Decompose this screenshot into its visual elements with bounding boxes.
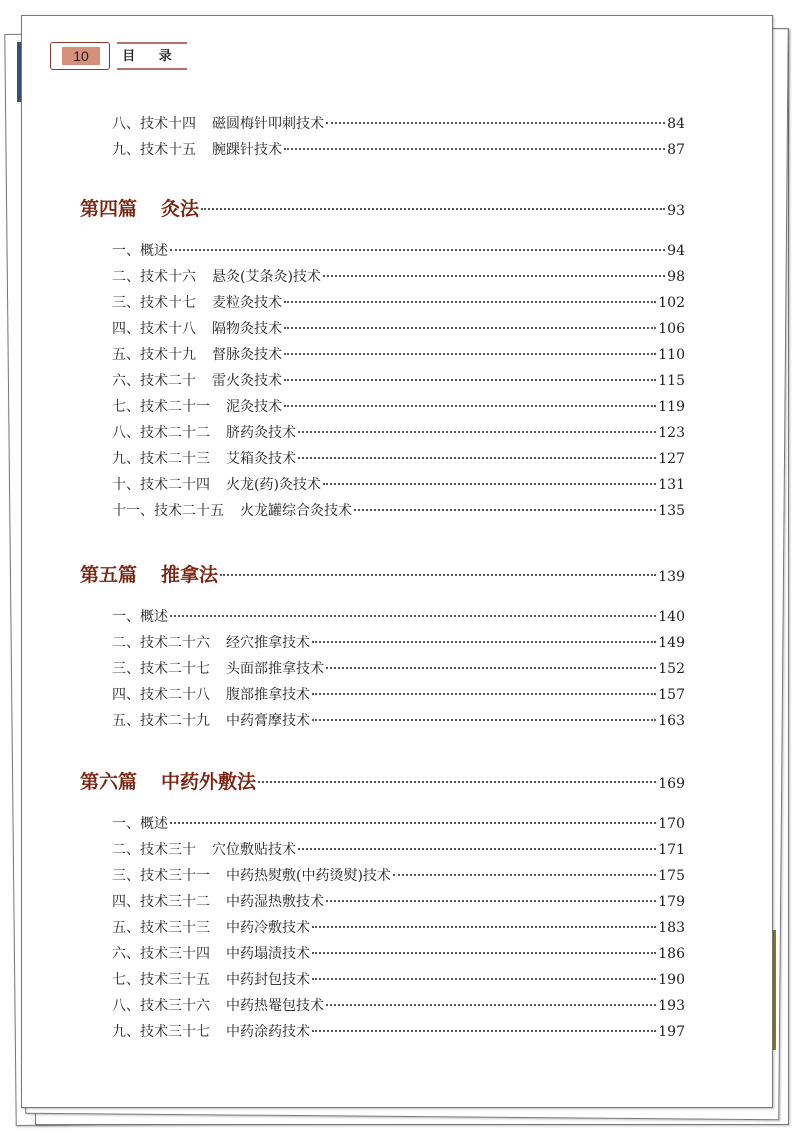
toc-entry[interactable] [112,658,685,684]
entry-title: 穴位敷贴技术 [212,842,296,858]
entry-number: 四、技术二十八 [112,687,210,703]
page-ref: 93 [667,203,685,219]
toc-entry[interactable] [112,710,685,736]
page-ref: 163 [658,713,685,729]
entry-number: 七、技术三十五 [112,972,210,988]
dot-leader [201,208,665,210]
toc-entry[interactable] [112,292,685,318]
page-ref: 123 [658,425,685,441]
entry-number: 二、技术十六 [112,269,196,285]
entry-number: 五、技术二十九 [112,713,210,729]
entry-number: 九、技术二十三 [112,451,210,467]
entry-number: 十、技术二十四 [112,477,210,493]
page-ref: 169 [658,776,685,792]
entry-number: 三、技术三十一 [112,868,210,884]
part-title: 推拿法 [161,564,219,586]
toc-entry[interactable] [112,344,685,370]
dot-leader [284,148,665,150]
dot-leader [258,781,656,783]
toc-entry[interactable] [112,370,685,396]
toc-entry[interactable] [112,422,685,448]
page-ref: 183 [658,920,685,936]
dot-leader [170,615,656,617]
entry-number: 七、技术二十一 [112,399,210,415]
dot-leader [326,1004,656,1006]
entry-title: 中药封包技术 [226,972,310,988]
toc-entry[interactable] [112,969,685,995]
page-ref: 94 [667,243,685,259]
entry-number: 五、技术十九 [112,347,196,363]
page-ref: 127 [658,451,685,467]
entry-title: 雷火灸技术 [212,373,282,389]
entry-title: 火龙(药)灸技术 [226,477,321,493]
toc-section [80,113,685,165]
dot-leader [326,900,656,902]
toc-entry[interactable] [112,396,685,422]
toc-section [80,767,685,1047]
dot-leader [170,249,665,251]
entry-number: 八、技术二十二 [112,425,210,441]
toc-entry[interactable] [112,139,685,165]
page-ref: 149 [658,635,685,651]
entry-title: 督脉灸技术 [212,347,282,363]
toc-entry[interactable] [112,632,685,658]
page-ref: 193 [658,998,685,1014]
entry-title: 悬灸(艾条灸)技术 [212,269,321,285]
entry-title: 中药热罨包技术 [226,998,324,1014]
dot-leader [326,122,665,124]
entry-number: 九、技术三十七 [112,1024,210,1040]
entry-title: 中药膏摩技术 [226,713,310,729]
page-ref: 131 [658,477,685,493]
dot-leader [312,926,656,928]
entry-title: 中药塌渍技术 [226,946,310,962]
page-ref: 140 [658,609,685,625]
dot-leader [298,431,656,433]
page-ref: 102 [658,295,685,311]
part-label: 第四篇 [80,198,138,220]
entry-title: 腹部推拿技术 [226,687,310,703]
dot-leader [323,275,665,277]
entry-title: 麦粒灸技术 [212,295,282,311]
part-title: 中药外敷法 [161,771,257,793]
part-title: 灸法 [161,198,200,220]
entry-title: 火龙罐综合灸技术 [240,503,352,519]
dot-leader [284,405,656,407]
entry-title: 磁圆梅针叩刺技术 [212,116,324,132]
entry-number: 二、技术三十 [112,842,196,858]
page-ref: 186 [658,946,685,962]
page-number-badge [50,42,110,70]
page-ref: 106 [658,321,685,337]
toc-entry[interactable] [112,943,685,969]
toc-entry[interactable] [112,318,685,344]
page-ref: 98 [667,269,685,285]
page-ref: 171 [658,842,685,858]
dot-leader [284,327,656,329]
dot-leader [312,1030,656,1032]
entry-number: 五、技术三十三 [112,920,210,936]
entry-number: 三、技术二十七 [112,661,210,677]
part-label: 第五篇 [80,564,138,586]
page-ref: 197 [658,1024,685,1040]
entry-title: 中药冷敷技术 [226,920,310,936]
dot-leader [312,693,656,695]
entry-title: 经穴推拿技术 [226,635,310,651]
dot-leader [312,978,656,980]
entry-number: 一、概述 [112,243,168,259]
page-number: 10 [62,47,100,65]
entry-title: 头面部推拿技术 [226,661,324,677]
entry-title: 中药湿热敷技术 [226,894,324,910]
toc-entry[interactable] [112,113,685,139]
dot-leader [312,719,656,721]
dot-leader [312,952,656,954]
running-title: 目 录 [117,42,187,70]
entry-number: 六、技术三十四 [112,946,210,962]
entry-title: 隔物灸技术 [212,321,282,337]
toc-entry[interactable] [112,839,685,865]
entry-number: 六、技术二十 [112,373,196,389]
entry-number: 十一、技术二十五 [112,503,224,519]
entry-title: 脐药灸技术 [226,425,296,441]
entry-title: 泥灸技术 [226,399,282,415]
page-ref: 152 [658,661,685,677]
toc-entry[interactable] [112,891,685,917]
dot-leader [323,483,656,485]
page-ref: 84 [667,116,685,132]
part-heading[interactable] [80,560,685,590]
page-ref: 115 [658,373,685,389]
toc-entry[interactable] [112,266,685,292]
toc-section [80,194,685,526]
toc-entry[interactable] [112,240,685,266]
entry-number: 四、技术三十二 [112,894,210,910]
entry-number: 四、技术十八 [112,321,196,337]
toc-entry[interactable] [112,995,685,1021]
page-ref: 119 [658,399,685,415]
toc-entry[interactable] [112,865,685,891]
entry-number: 八、技术三十六 [112,998,210,1014]
entry-number: 三、技术十七 [112,295,196,311]
part-heading[interactable] [80,767,685,797]
part-heading[interactable] [80,194,685,224]
dot-leader [312,641,656,643]
entry-title: 艾箱灸技术 [226,451,296,467]
toc-entry[interactable] [112,684,685,710]
page-ref: 139 [658,569,685,585]
toc-section [80,560,685,736]
dot-leader [284,301,656,303]
entry-title: 腕踝针技术 [212,142,282,158]
part-label: 第六篇 [80,771,138,793]
dot-leader [393,874,656,876]
page-ref: 157 [658,687,685,703]
dot-leader [284,379,656,381]
page-ref: 179 [658,894,685,910]
page-ref: 87 [667,142,685,158]
toc-entry[interactable] [112,474,685,500]
entry-number: 一、概述 [112,816,168,832]
entry-title: 中药涂药技术 [226,1024,310,1040]
entry-number: 一、概述 [112,609,168,625]
dot-leader [284,353,656,355]
entry-title: 中药热熨敷(中药烫熨)技术 [226,868,391,884]
toc-entry[interactable] [112,813,685,839]
toc-entry[interactable] [112,606,685,632]
dot-leader [354,509,656,511]
dot-leader [298,457,656,459]
entry-number: 八、技术十四 [112,116,196,132]
toc-entry[interactable] [112,1021,685,1047]
dot-leader [220,574,656,576]
dot-leader [326,667,656,669]
entry-number: 二、技术二十六 [112,635,210,651]
toc-entry[interactable] [112,448,685,474]
page-ref: 110 [658,347,685,363]
entry-number: 九、技术十五 [112,142,196,158]
toc-entry[interactable] [112,500,685,526]
toc-entry[interactable] [112,917,685,943]
page-ref: 135 [658,503,685,519]
page-ref: 190 [658,972,685,988]
page-ref: 175 [658,868,685,884]
dot-leader [298,848,656,850]
dot-leader [170,822,656,824]
page-ref: 170 [658,816,685,832]
